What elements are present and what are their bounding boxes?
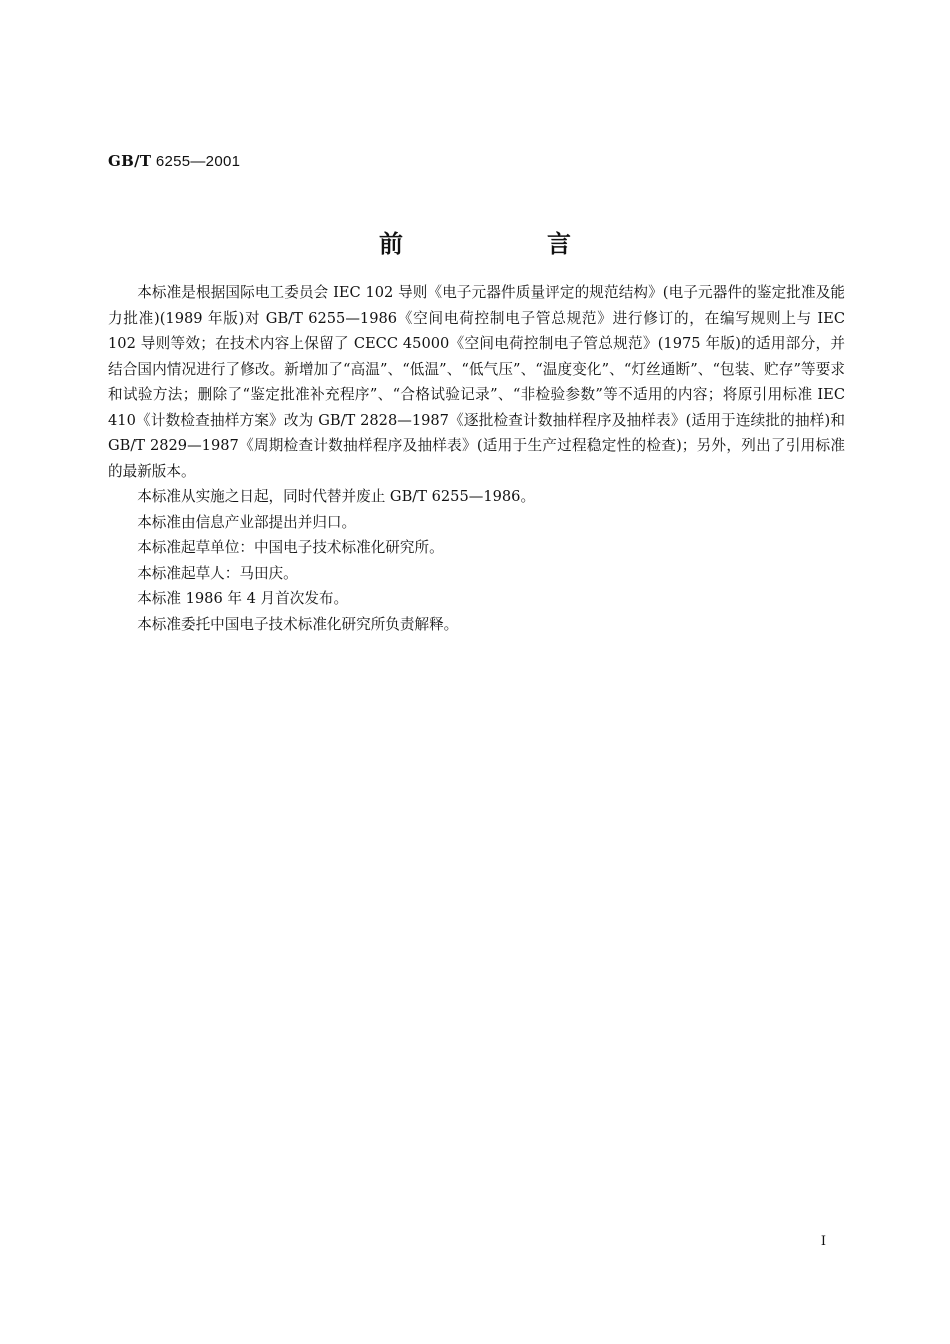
foreword-paragraph: 本标准起草单位：中国电子技术标准化研究所。 (137, 539, 444, 556)
foreword-paragraph: 本标准 1986 年 4 月首次发布。 (137, 590, 349, 607)
foreword-paragraph: 本标准起草人：马田庆。 (137, 564, 298, 582)
standard-code-prefix: GB/T (108, 152, 152, 170)
standard-code (108, 152, 240, 170)
page-number: I (820, 1234, 826, 1249)
foreword-body (108, 280, 845, 637)
foreword-paragraph: 本标准委托中国电子技术标准化研究所负责解释。 (137, 615, 459, 633)
foreword-paragraph: 本标准由信息产业部提出并归口。 (137, 513, 357, 531)
page-title: 前 言 (379, 229, 631, 258)
foreword-paragraph: 本标准从实施之日起，同时代替并废止 GB/T 6255—1986。 (137, 488, 536, 505)
standard-code-number: 6255—2001 (155, 153, 241, 170)
foreword-paragraph: 本标准是根据国际电工委员会 IEC 102 导则《电子元器件质量评定的规范结构》(电子元器件的鉴定批准及能力批准)(1989 年版)对 GB/T 6255—1986《空间电荷控制电子管总规范》进行修订的，在编写规则上与 IEC 102 导则等效；在技术内容上保留了 CECC 45000《空间电荷控制电子管总规范》(1975 年版)的适用部分，并结合国内情况进行了修改。新增加了“高温”、“低温”、“低气压”、“温度变化”、“灯丝通断”、“包装、贮存”等要求和试验方法；删除了“鉴定批准补充程序”、“合格试验记录”、“非检验参数”等不适用的内容；将原引用标准 IEC 410《计数检查抽样方案》改为 GB/T 2828—1987《逐批检查计数抽样程序及抽样表》(适用于连续批的抽样)和 GB/T 2829—1987《周期检查计数抽样程序及抽样表》(适用于生产过程稳定性的检查)；另外，列出了引用标准的最新版本。 (108, 284, 845, 480)
